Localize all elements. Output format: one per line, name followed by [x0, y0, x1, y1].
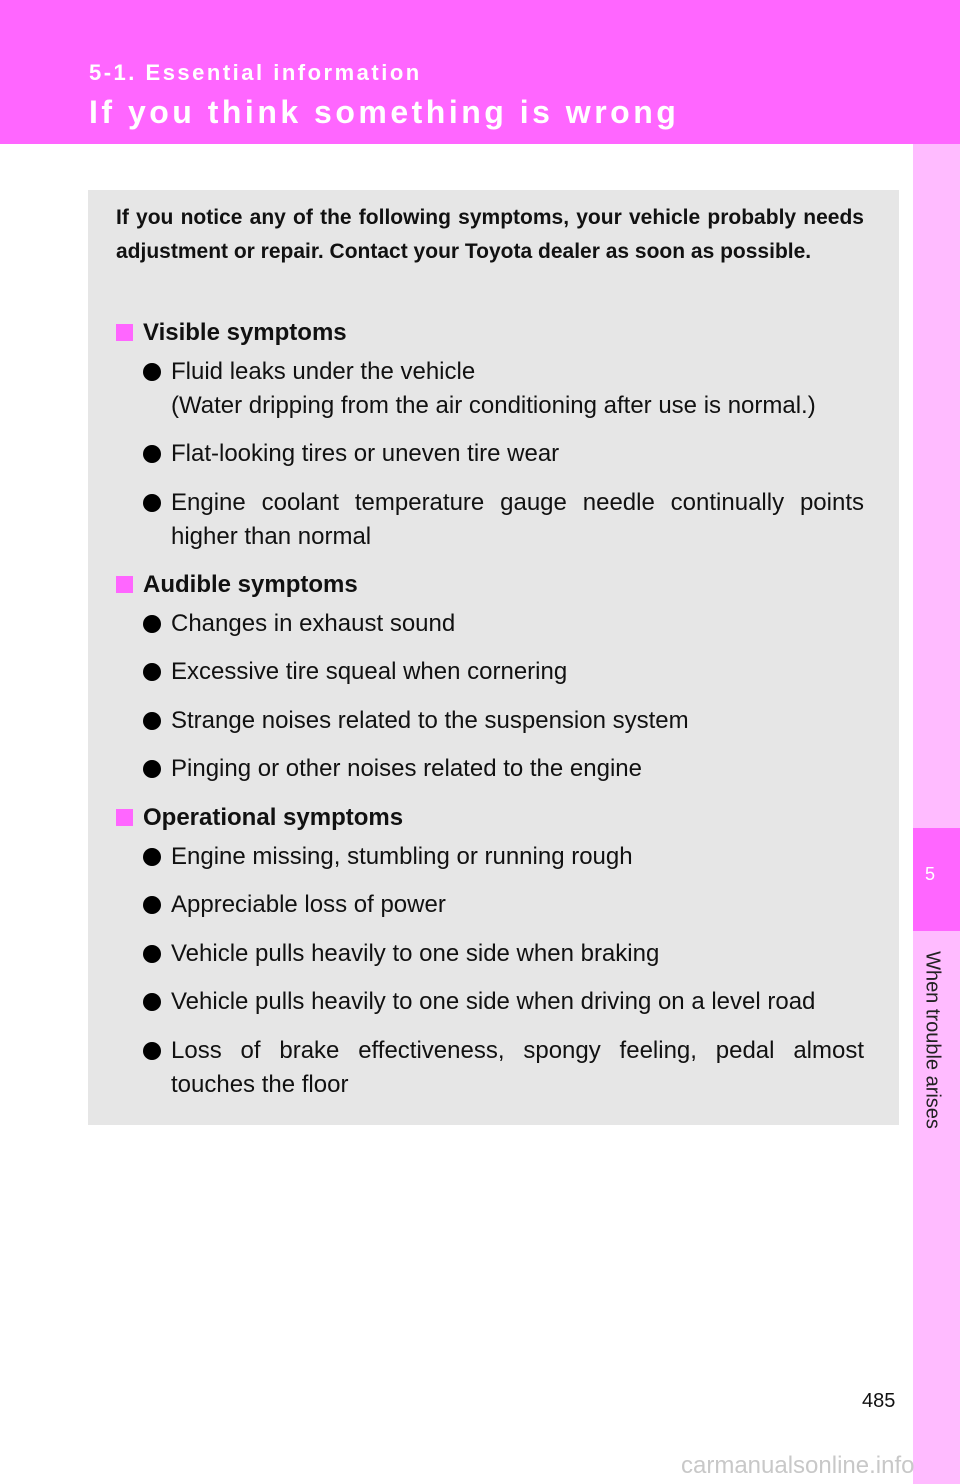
list-item-text: Changes in exhaust sound	[171, 610, 456, 637]
list-item	[143, 888, 864, 922]
chapter-number: 5	[924, 864, 935, 884]
watermark: carmanualsonline.info	[681, 1452, 915, 1479]
list-item-text: Appreciable loss of power	[171, 891, 446, 918]
list-item-text: Excessive tire squeal when cornering	[171, 658, 568, 685]
section-heading-operational	[116, 801, 403, 835]
section-heading-label: Operational symptoms	[143, 804, 404, 831]
list-item-text: Engine missing, stumbling or running rough	[171, 843, 633, 870]
list-item-text: Vehicle pulls heavily to one side when braking	[171, 940, 660, 967]
list-item	[143, 752, 864, 786]
list-item-text: Vehicle pulls heavily to one side when driving on a level road	[171, 988, 816, 1015]
chapter-name: When trouble arises	[921, 951, 944, 1129]
list-item	[143, 655, 864, 689]
list-item	[143, 1034, 864, 1102]
square-bullet-icon	[116, 809, 133, 826]
bullet-icon	[143, 848, 161, 866]
list-item	[143, 355, 864, 423]
intro-paragraph: If you notice any of the following symptoms, your vehicle probably needs adjustment or repair. Contact your Toyota dealer as soon as possible.	[116, 206, 864, 263]
bullet-icon	[143, 445, 161, 463]
page-number: 485	[862, 1390, 896, 1412]
list-item	[143, 840, 864, 874]
list-item	[143, 607, 864, 641]
bullet-icon	[143, 993, 161, 1011]
list-item	[143, 985, 864, 1019]
list-item-text: Flat-looking tires or uneven tire wear	[171, 440, 560, 467]
list-item	[143, 437, 864, 471]
bullet-icon	[143, 945, 161, 963]
bullet-icon	[143, 363, 161, 381]
list-item	[143, 937, 864, 971]
bullet-icon	[143, 760, 161, 778]
bullet-icon	[143, 712, 161, 730]
bullet-icon	[143, 615, 161, 633]
side-strip	[913, 144, 960, 1484]
square-bullet-icon	[116, 324, 133, 341]
bullet-icon	[143, 896, 161, 914]
list-item-text: Fluid leaks under the vehicle	[171, 358, 476, 385]
section-heading-label: Audible symptoms	[143, 571, 358, 598]
section-label: 5-1. Essential information	[89, 60, 422, 85]
list-item-text: Engine coolant temperature gauge needle continually points higher than normal	[171, 489, 864, 550]
section-heading-label: Visible symptoms	[143, 319, 347, 346]
section-heading-visible	[116, 316, 347, 350]
list-item	[143, 704, 864, 738]
list-item	[143, 486, 864, 554]
page-title: If you think something is wrong	[89, 94, 680, 130]
square-bullet-icon	[116, 576, 133, 593]
list-item-note: (Water dripping from the air conditioning after use is normal.)	[171, 392, 816, 419]
list-item-text: Pinging or other noises related to the engine	[171, 755, 642, 782]
bullet-icon	[143, 663, 161, 681]
bullet-icon	[143, 1042, 161, 1060]
section-heading-audible	[116, 568, 358, 602]
list-item-text: Strange noises related to the suspension system	[171, 707, 689, 734]
list-item-text: Loss of brake effectiveness, spongy feeling, pedal almost touches the floor	[171, 1037, 864, 1098]
bullet-icon	[143, 494, 161, 512]
